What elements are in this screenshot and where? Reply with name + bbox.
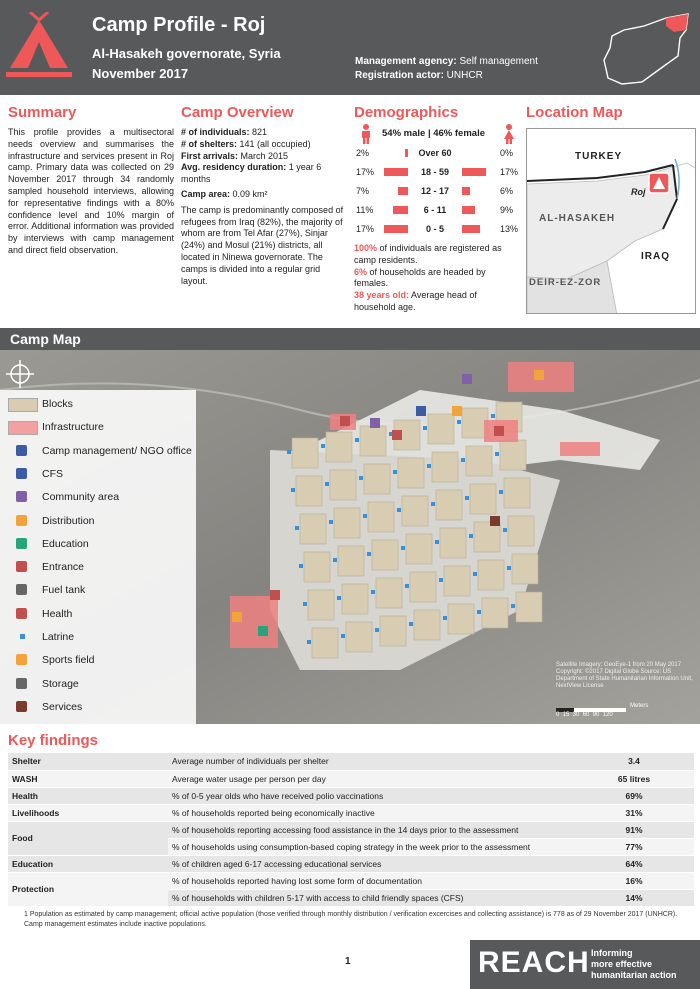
agency-value: Self management: [456, 56, 538, 67]
services-icon: [16, 701, 27, 712]
tent-logo-icon: [6, 12, 72, 82]
office-icon: [16, 445, 27, 456]
area-label: Camp area:: [181, 188, 231, 199]
age-group-row: [352, 146, 520, 161]
key-finding-row: [8, 872, 694, 889]
value-cell: 14%: [574, 889, 694, 906]
legend-label: CFS: [42, 467, 63, 480]
legend-label: Sports field: [42, 654, 95, 667]
male-bar: [405, 149, 408, 157]
male-percent: 7%: [356, 186, 370, 196]
overview-facts: [181, 127, 347, 287]
sector-cell: Livelihoods: [8, 804, 168, 821]
page-subtitle: [92, 44, 281, 84]
area-value: 0.09 km²: [230, 188, 268, 199]
value-cell: 3.4: [574, 753, 694, 770]
entrance-icon: [16, 561, 27, 572]
legend-label: Infrastructure: [42, 421, 104, 434]
indicator-cell: % of households reported being economically inactive: [168, 804, 574, 821]
sector-cell: Food: [8, 821, 168, 855]
individuals-value: 821: [249, 127, 268, 137]
individuals-label: # of individuals:: [181, 127, 250, 137]
legend-label: Entrance: [42, 561, 85, 574]
indicator-cell: % of 0-5 year olds who have received polio vaccinations: [168, 787, 574, 804]
value-cell: 65 litres: [574, 770, 694, 787]
registered-text: of individuals are registered as camp residents.: [354, 243, 502, 265]
demographics-facts: [354, 243, 520, 314]
reach-logo: REACH: [478, 946, 590, 979]
legend-label: Latrine: [42, 631, 75, 643]
legend-label: Blocks: [42, 398, 73, 410]
legend-label: Storage: [42, 677, 79, 690]
governorate-text: Al-Hasakeh governorate, Syria: [92, 46, 281, 61]
indicator-cell: Average water usage per person per day: [168, 770, 574, 787]
age-group-row: [352, 203, 520, 218]
sector-cell: Education: [8, 855, 168, 872]
female-percent: 0%: [500, 148, 514, 158]
map-legend: [0, 390, 196, 724]
arrivals-label: First arrivals:: [181, 150, 239, 161]
legend-label: Education: [42, 537, 89, 550]
legend-label: Camp management/ NGO office: [42, 444, 192, 457]
summary-text: This profile provides a multisectoral needs overview and summarises the infrastructure and services present in Roj camp. Primary data was collected on 29 November 2017 through 34 randomly sampled household interviews, allowing for representative findings with a 80% confidence level and 10% margin of error. Additional information was provided by interviews with camp management and direct field observation.: [8, 127, 174, 255]
scale-unit: Meters: [630, 703, 649, 709]
health-icon: [16, 608, 27, 619]
registered-value: 100%: [354, 243, 378, 253]
page-title: Camp Profile - Roj: [92, 14, 266, 36]
location-map: [526, 128, 696, 314]
shelters-value: 141 (all occupied): [237, 138, 311, 149]
legend-label: Services: [42, 700, 83, 713]
key-finding-row: [8, 821, 694, 838]
male-percent: 11%: [356, 205, 374, 215]
female-percent: 9%: [500, 205, 514, 215]
tagline-line-3: humanitarian action: [591, 970, 677, 980]
location-map-heading: Location Map: [526, 104, 623, 121]
key-finding-row: [8, 787, 694, 804]
female-bar: [462, 206, 475, 214]
female-icon: [503, 124, 515, 144]
tagline-line-1: Informing: [591, 948, 633, 958]
male-percent: 17%: [356, 167, 375, 177]
age-group-row: [352, 165, 520, 180]
registration-value: UNHCR: [443, 70, 483, 81]
community-icon: [16, 491, 27, 502]
turkey-label: TURKEY: [575, 151, 623, 162]
arrivals-value: March 2015: [238, 150, 289, 161]
gender-split: 54% male | 46% female: [382, 128, 485, 139]
sector-cell: Shelter: [8, 753, 168, 770]
reach-tagline: [591, 948, 677, 981]
fuel-icon: [16, 584, 27, 595]
head-age-text: Average head of household age.: [354, 290, 477, 312]
residency-label: Avg. residency duration:: [181, 162, 287, 173]
value-cell: 77%: [574, 838, 694, 855]
legend-label: Fuel tank: [42, 584, 86, 597]
cfs-icon: [16, 468, 27, 479]
distribution-icon: [16, 515, 27, 526]
overview-heading: Camp Overview: [181, 104, 294, 121]
indicator-cell: % of households reporting accessing food assistance in the 14 days prior to the assessment: [168, 821, 574, 838]
sector-cell: Health: [8, 787, 168, 804]
header-banner: [0, 0, 700, 95]
tagline-line-2: more effective: [591, 959, 653, 969]
female-headed-value: 6%: [354, 266, 368, 277]
roj-label: Roj: [631, 187, 646, 197]
age-group-row: [352, 184, 520, 199]
age-label: 6 - 11: [423, 205, 447, 215]
female-bar: [462, 168, 486, 176]
sector-cell: WASH: [8, 770, 168, 787]
shelters-label: # of shelters:: [181, 138, 238, 149]
legend-label: Distribution: [42, 514, 95, 527]
male-percent: 17%: [356, 224, 375, 234]
male-bar: [384, 225, 408, 233]
indicator-cell: % of households using consumption-based coping strategy in the week prior to the assessment: [168, 838, 574, 855]
head-age-value: 38 years old:: [354, 290, 410, 301]
key-finding-row: [8, 804, 694, 821]
imagery-credits: Satellite Imagery: GeoEye-1 from 20 May 2017 Copyright: ©2017 Digital Globe Source: US Department of State Humanitarian Information Unit, NextView License: [556, 662, 693, 689]
male-icon: [360, 124, 372, 144]
reach-banner: [470, 940, 700, 989]
storage-icon: [16, 678, 27, 689]
indicator-cell: % of households reported having lost some form of documentation: [168, 872, 574, 889]
age-group-row: [352, 222, 520, 237]
female-bar: [462, 187, 470, 195]
value-cell: 64%: [574, 855, 694, 872]
legend-label: Community area: [42, 491, 120, 504]
female-bar: [462, 225, 480, 233]
male-bar: [384, 168, 408, 176]
indicator-cell: % of children aged 6-17 accessing educational services: [168, 855, 574, 872]
female-percent: 13%: [500, 224, 519, 234]
hasakeh-label: AL-HASAKEH: [539, 213, 616, 224]
key-findings-heading: Key findings: [8, 732, 99, 749]
page-number: 1: [345, 956, 351, 967]
indicator-cell: % of households with children 5-17 with access to child friendly spaces (CFS): [168, 889, 574, 906]
date-text: November 2017: [92, 66, 189, 81]
block-swatch: [8, 398, 38, 412]
key-findings-table: [8, 753, 694, 907]
deir-label: DEIR-EZ-ZOR: [529, 277, 602, 288]
age-label: 12 - 17: [420, 186, 450, 196]
male-bar: [398, 187, 408, 195]
value-cell: 31%: [574, 804, 694, 821]
summary-heading: Summary: [8, 104, 77, 121]
age-label: 0 - 5: [425, 224, 444, 234]
infrastructure-swatch: [8, 421, 38, 435]
value-cell: 16%: [574, 872, 694, 889]
male-percent: 2%: [356, 148, 370, 158]
sports-icon: [16, 654, 27, 665]
indicator-cell: Average number of individuals per shelter: [168, 753, 574, 770]
management-info: [355, 55, 538, 83]
female-percent: 6%: [500, 186, 514, 196]
value-cell: 91%: [574, 821, 694, 838]
key-finding-row: [8, 770, 694, 787]
education-icon: [16, 538, 27, 549]
syria-outline-map: [594, 8, 694, 88]
age-label: Over 60: [418, 148, 452, 158]
residency-value: 1 year 6 months: [181, 162, 322, 185]
footnote: 1 Population as estimated by camp management; official active population (those verified through monthly distribution / verification excercises and collecting assistance) is 778 as of 29 November 2017 (UNHCR). Camp management estimates include inactive populations.: [24, 911, 678, 928]
age-label: 18 - 59: [420, 167, 450, 177]
agency-label: Management agency:: [355, 56, 457, 67]
sector-cell: Protection: [8, 872, 168, 906]
overview-text: The camp is predominantly composed of refugees from Iraq (82%), the majority of whom are from Tel Afar (27%), Sinjar (24%) and Mosul (21%) districts, all located in Ninewa governorate. The camps is divided into a regular grid layout.: [181, 204, 344, 286]
latrine-icon: [20, 634, 25, 639]
value-cell: 69%: [574, 787, 694, 804]
female-percent: 17%: [500, 167, 519, 177]
legend-label: Health: [42, 607, 73, 620]
camp-map-heading: Camp Map: [0, 328, 700, 350]
scale-ticks: 0 15 30 60 90 120: [556, 712, 613, 718]
registration-label: Registration actor:: [355, 70, 444, 81]
male-bar: [393, 206, 408, 214]
key-finding-row: [8, 753, 694, 770]
demographics-heading: Demographics: [354, 104, 459, 121]
female-headed-text: of households are headed by females.: [354, 266, 486, 289]
key-finding-row: [8, 855, 694, 872]
iraq-label: IRAQ: [641, 251, 670, 262]
